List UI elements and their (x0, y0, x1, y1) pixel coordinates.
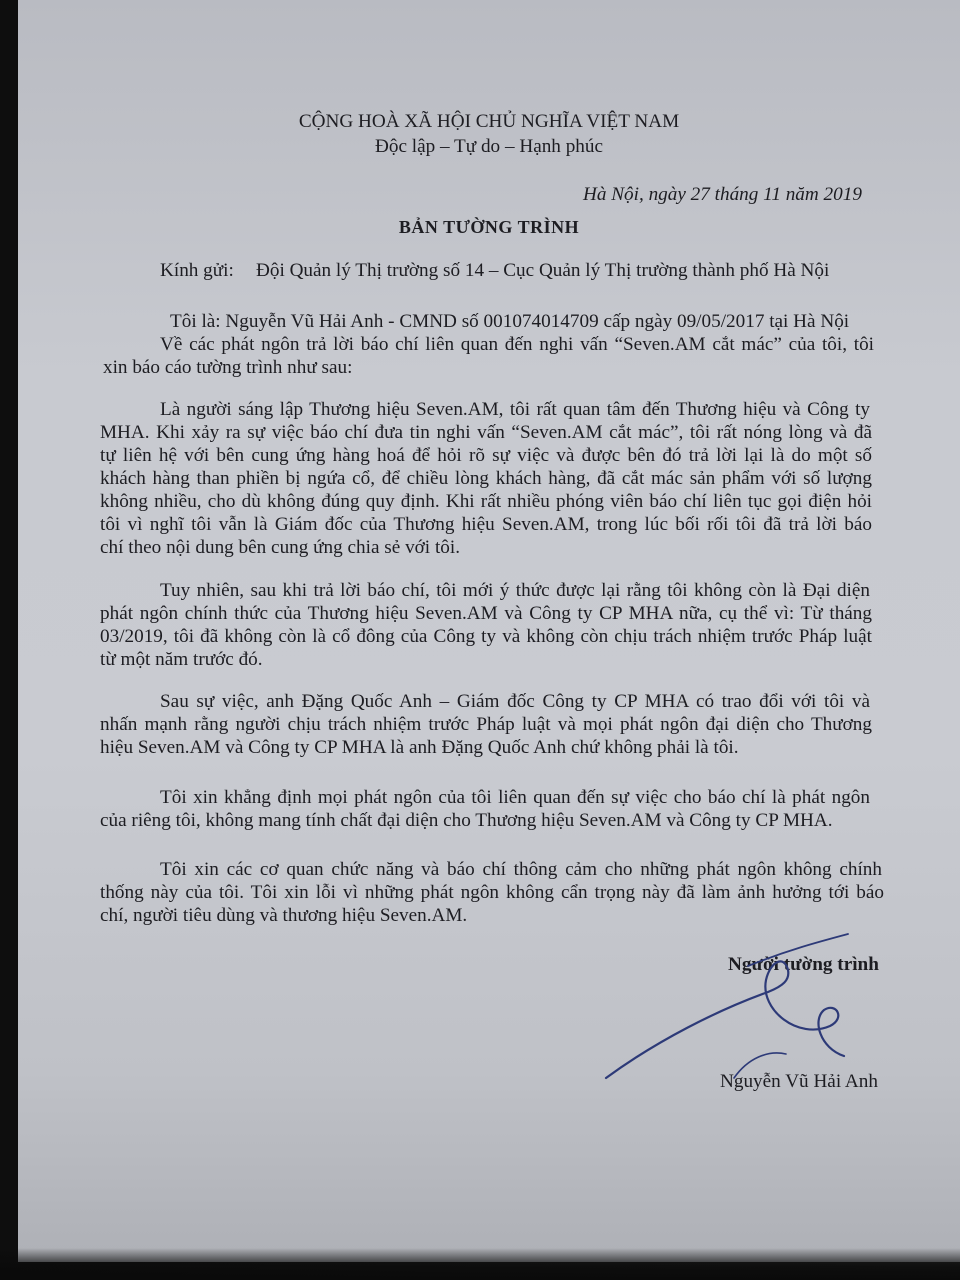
paragraph-line: chí theo nội dung bên cung ứng chia sẻ với tôi. (100, 537, 460, 558)
paragraph-line: của riêng tôi, không mang tính chất đại diện cho Thương hiệu Seven.AM và Công ty CP MHA. (100, 810, 833, 831)
document-title: BẢN TƯỜNG TRÌNH (398, 217, 580, 237)
paragraph-line: khách hàng than phiền bị ngứa cổ, để chiều lòng khách hàng, đã cắt mác sản phẩm với số lượng (100, 468, 872, 489)
signer-role: Người tường trình (728, 954, 879, 975)
recipient-label: Kính gửi: (160, 260, 234, 281)
date-line: Hà Nội, ngày 27 tháng 11 năm 2019 (583, 184, 862, 205)
paragraph-line: Tuy nhiên, sau khi trả lời báo chí, tôi mới ý thức được lại rằng tôi không còn là Đại diện (160, 580, 870, 601)
paragraph-line: Sau sự việc, anh Đặng Quốc Anh – Giám đốc Công ty CP MHA có trao đổi với tôi và (160, 691, 870, 712)
paragraph-line: Tôi xin khẳng định mọi phát ngôn của tôi liên quan đến sự việc cho báo chí là phát ngôn (160, 787, 870, 808)
paragraph-line: tự liên hệ với bên cung ứng hàng hoá để hỏi rõ sự việc và được bên đó trả lời lại là do một số (100, 445, 872, 466)
paragraph-line: chí, người tiêu dùng và thương hiệu Seven.AM. (100, 905, 468, 926)
paragraph-line: không nhiều, cho dù không đúng quy định. Khi rất nhiều phóng viên báo chí liên tục gọi điện hỏi (100, 491, 872, 512)
nation-header: CỘNG HOÀ XÃ HỘI CHỦ NGHĨA VIỆT NAM (298, 111, 680, 132)
recipient-value: Đội Quản lý Thị trường số 14 – Cục Quản lý Thị trường thành phố Hà Nội (256, 260, 830, 281)
paragraph-line: tôi vì nghĩ tôi vẫn là Giám đốc của Thương hiệu Seven.AM, trong lúc bối rối tôi đã trả lời báo (100, 514, 872, 535)
paragraph-line: từ một năm trước đó. (100, 649, 263, 670)
paragraph-line: nhấn mạnh rằng người chịu trách nhiệm trước Pháp luật và mọi phát ngôn đại diện cho Thương (100, 714, 872, 735)
paragraph-line: MHA. Khi xảy ra sự việc báo chí đưa tin nghi vấn “Seven.AM cắt mác”, tôi rất nóng lòng và đã (100, 422, 872, 443)
intro-line: Về các phát ngôn trả lời báo chí liên quan đến nghi vấn “Seven.AM cắt mác” của tôi, tôi (160, 334, 874, 355)
handwritten-signature (598, 930, 898, 1090)
paragraph-line: Tôi xin các cơ quan chức năng và báo chí thông cảm cho những phát ngôn không chính (160, 859, 882, 880)
document-page (18, 0, 960, 1262)
signer-name: Nguyễn Vũ Hải Anh (720, 1071, 878, 1092)
intro-line: Tôi là: Nguyễn Vũ Hải Anh - CMND số 001074014709 cấp ngày 09/05/2017 tại Hà Nội (170, 311, 850, 332)
paragraph-line: 03/2019, tôi đã không còn là cổ đông của Công ty và không còn chịu trách nhiệm trước Pháp luật (100, 626, 872, 647)
paragraph-line: thống này của tôi. Tôi xin lỗi vì những phát ngôn không cẩn trọng này đã làm ảnh hưởng tới báo (100, 882, 884, 903)
motto: Độc lập – Tự do – Hạnh phúc (375, 136, 603, 157)
paragraph-line: Là người sáng lập Thương hiệu Seven.AM, tôi rất quan tâm đến Thương hiệu và Công ty (160, 399, 870, 420)
shadow-edge (0, 1248, 960, 1280)
intro-line: xin báo cáo tường trình như sau: (103, 357, 353, 378)
paragraph-line: phát ngôn chính thức của Thương hiệu Seven.AM và Công ty CP MHA nữa, cụ thể vì: Từ tháng (100, 603, 872, 624)
paragraph-line: hiệu Seven.AM và Công ty CP MHA là anh Đặng Quốc Anh chứ không phải là tôi. (100, 737, 739, 758)
